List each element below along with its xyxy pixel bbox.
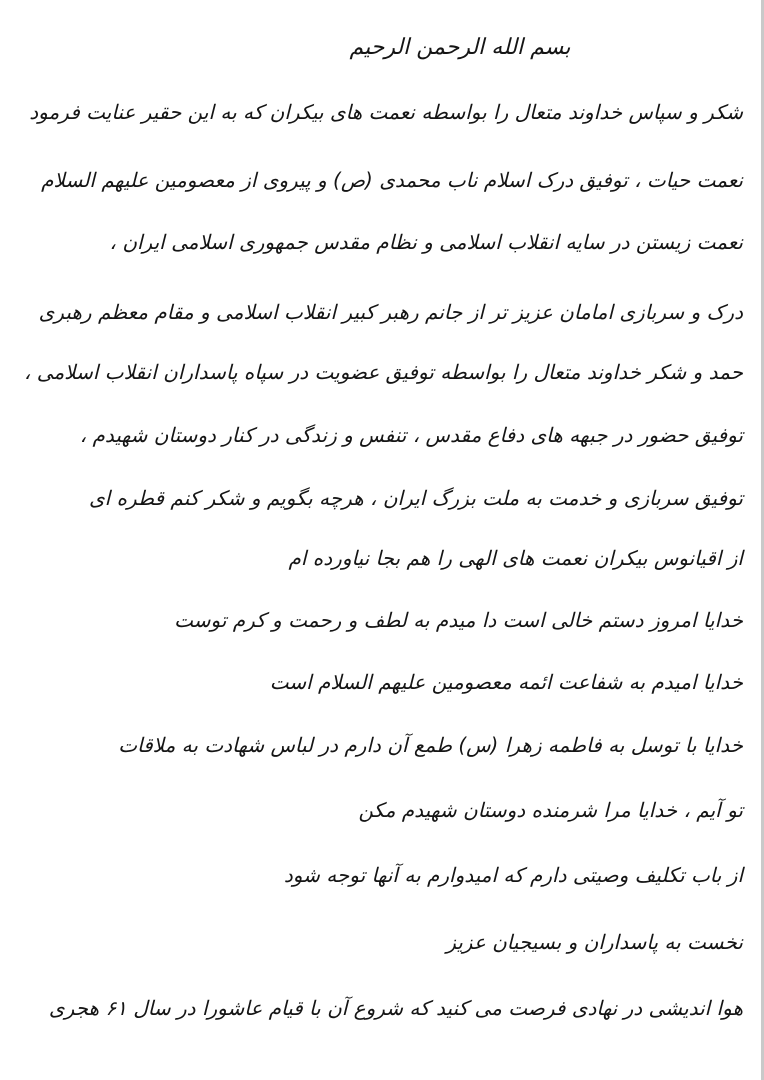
letter-line-11: خدایا با توسل به فاطمه زهرا (س) طمع آن دارم در لباس شهادت به ملاقات xyxy=(118,733,743,757)
letter-line-7: توفیق سربازی و خدمت به ملت بزرگ ایران ، هرچه بگویم و شکر کنم قطره ای xyxy=(89,486,743,510)
letter-line-3: نعمت زیستن در سایه انقلاب اسلامی و نظام مقدس جمهوری اسلامی ایران ، xyxy=(109,230,743,254)
letter-line-6: توفیق حضور در جبهه های دفاع مقدس ، تنفس و زندگی در کنار دوستان شهیدم ، xyxy=(79,423,743,447)
letter-line-12: تو آیم ، خدایا مرا شرمنده دوستان شهیدم مکن xyxy=(358,798,743,822)
letter-line-15: هوا اندیشی در نهادی فرصت می کنید که شروع آن با قیام عاشورا در سال ۶۱ هجری xyxy=(48,996,743,1020)
letter-line-2: نعمت حیات ، توفیق درک اسلام ناب محمدی (ص) و پیروی از معصومین علیهم السلام xyxy=(41,168,743,192)
letter-line-8: از اقیانوس بیکران نعمت های الهی را هم بجا نیاورده ام xyxy=(288,546,743,570)
letter-line-1: شکر و سپاس خداوند متعال را بواسطه نعمت های بیکران که به این حقیر عنایت فرمود xyxy=(29,100,743,124)
letter-line-9: خدایا امروز دستم خالی است دا میدم به لطف و رحمت و کرم توست xyxy=(174,608,743,632)
basmala-heading: بسم الله الرحمن الرحیم xyxy=(349,35,571,60)
letter-line-13: از باب تکلیف وصیتی دارم که امیدوارم به آنها توجه شود xyxy=(283,863,743,887)
letter-line-14: نخست به پاسداران و بسیجیان عزیز xyxy=(446,930,743,954)
letter-line-10: خدایا امیدم به شفاعت ائمه معصومین علیهم السلام است xyxy=(269,670,743,694)
letter-line-4: درک و سربازی امامان عزیز تر از جانم رهبر کبیر انقلاب اسلامی و مقام معظم رهبری xyxy=(38,300,743,324)
letter-line-5: حمد و شکر خداوند متعال را بواسطه توفیق عضویت در سپاه پاسداران انقلاب اسلامی ، xyxy=(23,360,743,384)
